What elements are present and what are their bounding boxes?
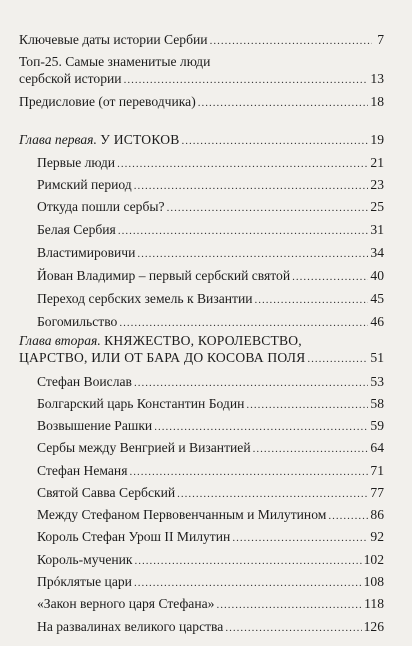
toc-entry-label: Переход сербских земель к Византии <box>37 291 253 306</box>
leader-dots <box>182 133 369 149</box>
toc-entry-label: сербской истории <box>19 71 122 86</box>
chapter-heading <box>19 132 384 149</box>
chapter-heading-line1 <box>19 333 302 349</box>
leader-dots <box>134 575 362 591</box>
toc-entry-page: 102 <box>363 552 384 567</box>
toc-entry <box>19 32 384 49</box>
toc-entry-label: Болгарский царь Константин Бодин <box>37 396 245 411</box>
toc-entry-label: Ключевые даты истории Сербии <box>19 32 208 47</box>
toc-entry-page: 51 <box>370 350 384 365</box>
toc-entry-page: 18 <box>370 94 384 109</box>
toc-entry-page: 19 <box>370 132 384 147</box>
toc-subentry <box>37 463 384 480</box>
leader-dots <box>328 508 368 524</box>
toc-subentry <box>37 574 384 591</box>
toc-entry-page: 118 <box>364 596 384 611</box>
toc-entry-label: Святой Савва Сербский <box>37 485 176 500</box>
toc-entry-label: Богомильство <box>37 314 118 329</box>
chapter-prefix: Глава вторая. <box>19 333 101 348</box>
toc-entry-label: Предисловие (от переводчика) <box>19 94 196 109</box>
toc-entry-label: Первые люди <box>37 155 116 170</box>
leader-dots <box>129 464 368 480</box>
toc-entry-label: Властимировичи <box>37 245 136 260</box>
toc-entry-page: 59 <box>370 418 384 433</box>
toc-subentry <box>37 552 384 569</box>
chapter-title: У ИСТОКОВ <box>100 132 180 147</box>
leader-dots <box>225 620 361 636</box>
leader-dots <box>134 178 369 194</box>
toc-entry-label: Прóклятые цари <box>37 574 132 589</box>
leader-dots <box>253 441 369 457</box>
toc-subentry <box>37 485 384 502</box>
toc-entry-page: 40 <box>370 268 384 283</box>
toc-entry-page: 23 <box>370 177 384 192</box>
leader-dots <box>134 375 368 391</box>
toc-entry-page: 45 <box>370 291 384 306</box>
chapter-title: КНЯЖЕСТВО, КОРОЛЕВСТВО, <box>104 333 302 348</box>
toc-subentry <box>37 291 384 308</box>
chapter-heading <box>19 350 384 367</box>
leader-dots <box>135 553 362 569</box>
toc-subentry <box>37 440 384 457</box>
toc-entry-label: Король-мученик <box>37 552 133 567</box>
toc-entry-label: «Закон верного царя Стефана» <box>37 596 215 611</box>
toc-subentry <box>37 177 384 194</box>
leader-dots <box>177 486 368 502</box>
leader-dots <box>307 351 368 367</box>
toc-entry-page: 31 <box>370 222 384 237</box>
toc-entry <box>19 71 384 88</box>
toc-subentry <box>37 619 384 636</box>
leader-dots <box>137 246 368 262</box>
toc-subentry <box>37 596 384 613</box>
toc-entry-page: 92 <box>370 529 384 544</box>
toc-entry-label: Возвышение Рашки <box>37 418 153 433</box>
leader-dots <box>255 292 369 308</box>
toc-entry-label: Между Стефаном Первовенчанным и Милутином <box>37 507 327 522</box>
leader-dots <box>119 315 368 331</box>
toc-entry <box>19 94 384 111</box>
chapter-title: ЦАРСТВО, ИЛИ ОТ БАРА ДО КОСОВА ПОЛЯ <box>19 350 306 365</box>
leader-dots <box>198 95 369 111</box>
toc-subentry <box>37 222 384 239</box>
toc-subentry <box>37 418 384 435</box>
toc-entry-label: Стефан Воислав <box>37 374 132 389</box>
toc-entry-label: Откуда пошли сербы? <box>37 199 165 214</box>
toc-entry-page: 25 <box>370 199 384 214</box>
toc-entry-page: 7 <box>377 32 384 47</box>
toc-subentry <box>37 314 384 331</box>
leader-dots <box>232 530 368 546</box>
toc-subentry <box>37 374 384 391</box>
leader-dots <box>117 156 368 172</box>
toc-entry-label-line1: Топ-25. Самые знаменитые люди <box>19 54 211 69</box>
toc-entry-label: Стефан Неманя <box>37 463 128 478</box>
leader-dots <box>210 33 372 49</box>
toc-entry-page: 13 <box>370 71 384 86</box>
toc-entry-page: 53 <box>370 374 384 389</box>
toc-entry-label: Белая Сербия <box>37 222 116 237</box>
toc-subentry <box>37 245 384 262</box>
toc-entry-page: 64 <box>370 440 384 455</box>
leader-dots <box>167 200 369 216</box>
toc-entry-page: 34 <box>370 245 384 260</box>
toc-entry-page: 108 <box>363 574 384 589</box>
toc-entry-page: 77 <box>370 485 384 500</box>
leader-dots <box>292 269 368 285</box>
leader-dots <box>118 223 369 239</box>
leader-dots <box>124 72 369 88</box>
leader-dots <box>154 419 368 435</box>
toc-subentry <box>37 199 384 216</box>
chapter-prefix: Глава первая. <box>19 132 97 147</box>
leader-dots <box>246 397 368 413</box>
toc-subentry <box>37 155 384 172</box>
toc-subentry <box>37 507 384 524</box>
toc-entry-page: 46 <box>370 314 384 329</box>
toc-entry-label: Йован Владимир – первый сербский святой <box>37 268 291 283</box>
toc-entry-page: 71 <box>370 463 384 478</box>
toc-subentry <box>37 268 384 285</box>
toc-entry-page: 58 <box>370 396 384 411</box>
toc-subentry <box>37 529 384 546</box>
toc-entry-page: 126 <box>363 619 384 634</box>
toc-entry-label: Сербы между Венгрией и Византией <box>37 440 251 455</box>
toc-entry-page: 86 <box>370 507 384 522</box>
toc-entry-label: Король Стефан Урош II Милутин <box>37 529 231 544</box>
toc-entry-label: На развалинах великого царства <box>37 619 224 634</box>
leader-dots <box>216 597 362 613</box>
toc-entry-label: Римский период <box>37 177 132 192</box>
toc-subentry <box>37 396 384 413</box>
toc-entry-page: 21 <box>370 155 384 170</box>
